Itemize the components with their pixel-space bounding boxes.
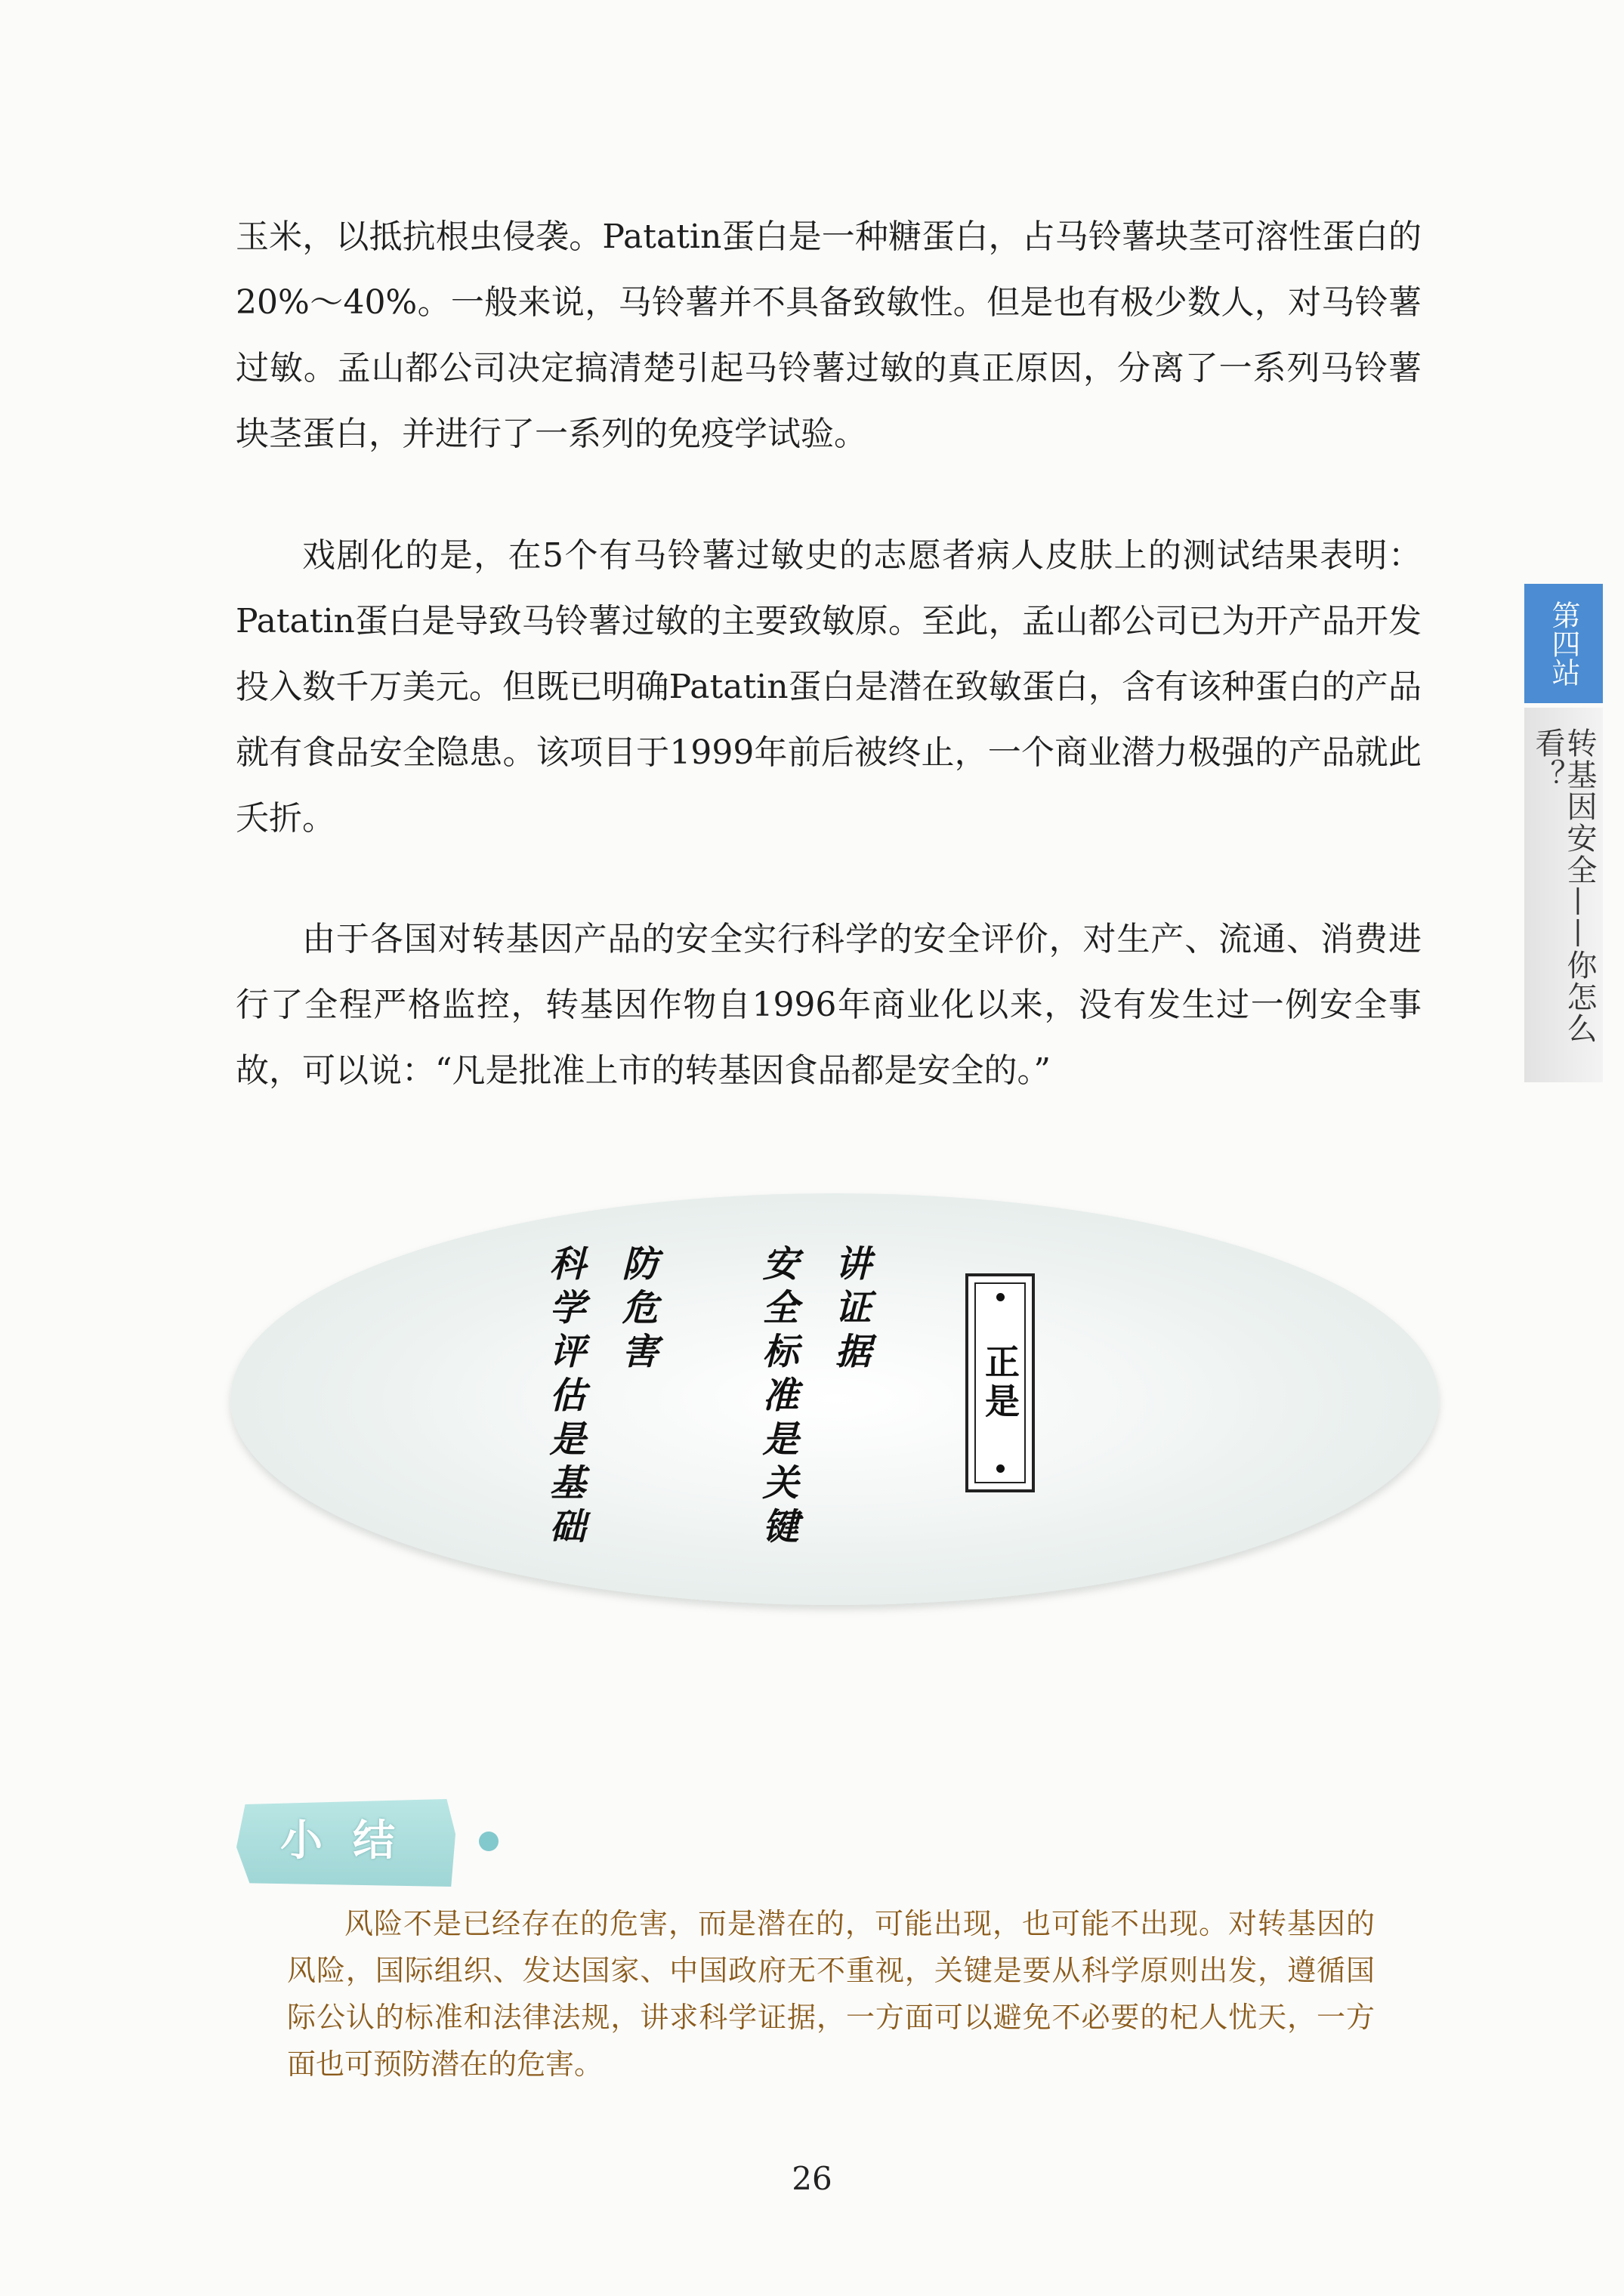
paragraph-1: 玉米，以抵抗根虫侵袭。Patatin蛋白是一种糖蛋白，占马铃薯块茎可溶性蛋白的20%～40%。一般来说，马铃薯并不具备致敏性。但是也有极少数人，对马铃薯过敏。孟山都公司决定搞清楚引起马铃薯过敏的真正原因，分离了一系列马铃薯块茎蛋白，并进行了一系列的免疫学试验。 [236, 218, 1422, 453]
dot-ornament-top [996, 1293, 1005, 1301]
paragraph-3: 由于各国对转基因产品的安全实行科学的安全评价，对生产、流通、消费进行了全程严格监控，转基因作物自1996年商业化以来，没有发生过一例安全事故，可以说：“凡是批准上市的转基因食品都是安全的。” [236, 920, 1422, 1090]
topic-label-box [1524, 708, 1603, 1082]
topic-label: 转基因安全——你怎么看？ [1530, 727, 1597, 1045]
dot-ornament-bottom [996, 1464, 1005, 1473]
station-label-box [1524, 584, 1603, 703]
motto-label-box [965, 1273, 1035, 1492]
chapter-side-tab [1524, 584, 1603, 1082]
summary-text: 风险不是已经存在的危害，而是潜在的，可能出现，也可能不出现。对转基因的风险，国际组织、发达国家、中国政府无不重视，关键是要从科学原则出发，遵循国际公认的标准和法律法规，讲求科学证据，一方面可以避免不必要的杞人忧天，一方面也可预防潜在的危害。 [287, 1907, 1375, 2081]
paragraph-2: 戏剧化的是，在5个有马铃薯过敏史的志愿者病人皮肤上的测试结果表明：Patatin蛋白是导致马铃薯过敏的主要致敏原。至此，孟山都公司已为开产品开发投入数千万美元。但既已明确Patatin蛋白是潜在致敏蛋白，含有该种蛋白的产品就有食品安全隐患。该项目于1999年前后被终止，一个商业潜力极强的产品就此夭折。 [236, 536, 1422, 838]
page-number: 26 [792, 2160, 832, 2197]
motto-label: 正是 [980, 1344, 1020, 1422]
summary-dot-ornament [479, 1832, 499, 1851]
station-label: 第四站 [1547, 600, 1580, 687]
motto-column-1: 防危害 [616, 1245, 658, 1376]
summary-title: 小结 [280, 1816, 425, 1866]
motto-column-4: 安全标准是关键 [756, 1245, 798, 1551]
summary-header [236, 1799, 455, 1887]
motto-column-3: 讲证据 [829, 1245, 871, 1376]
motto-column-2: 科学评估是基础 [543, 1245, 585, 1551]
